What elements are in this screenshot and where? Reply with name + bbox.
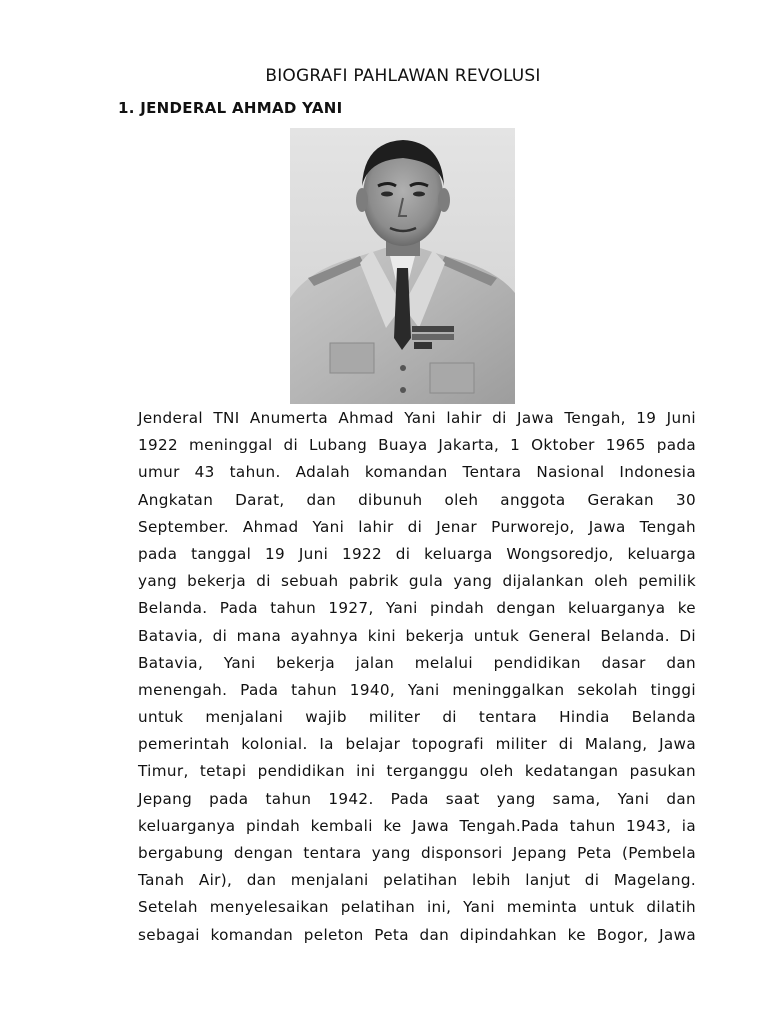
text-line: Belanda. Pada tahun 1927, Yani pindah dengan keluarganya ke <box>138 599 696 618</box>
text-line: September. Ahmad Yani lahir di Jenar Purworejo, Jawa Tengah <box>138 517 696 536</box>
text-line: pada tanggal 19 Juni 1922 di keluarga Wongsoredjo, keluarga <box>138 544 696 563</box>
text-line: Setelah menyelesaikan pelatihan ini, Yani meminta untuk dilatih <box>138 898 696 917</box>
text-line: Jenderal TNI Anumerta Ahmad Yani lahir di Jawa Tengah, 19 Juni <box>138 409 696 427</box>
text-line: yang bekerja di sebuah pabrik gula yang dijalankan oleh pemilik <box>138 572 696 591</box>
text-line: 1922 meninggal di Lubang Buaya Jakarta, 1 Oktober 1965 pada <box>138 436 696 455</box>
document-title: BIOGRAFI PAHLAWAN REVOLUSI <box>265 66 541 86</box>
biography-paragraph <box>138 405 696 949</box>
portrait-photo <box>290 128 515 404</box>
text-line: Batavia, Yani bekerja jalan melalui pendidikan dasar dan <box>138 653 696 672</box>
text-line: Tanah Air), dan menjalani pelatihan lebih lanjut di Magelang. <box>138 871 696 890</box>
text-line: Timur, tetapi pendidikan ini terganggu oleh kedatangan pasukan <box>138 762 696 781</box>
text-line: Batavia, di mana ayahnya kini bekerja untuk General Belanda. Di <box>138 626 696 645</box>
text-line: umur 43 tahun. Adalah komandan Tentara Nasional Indonesia <box>138 463 696 482</box>
text-line: menengah. Pada tahun 1940, Yani meninggalkan sekolah tinggi <box>138 680 696 699</box>
text-line: keluarganya pindah kembali ke Jawa Tengah.Pada tahun 1943, ia <box>138 816 696 835</box>
text-line: sebagai komandan peleton Peta dan dipindahkan ke Bogor, Jawa <box>138 925 696 944</box>
text-line: pemerintah kolonial. Ia belajar topografi militer di Malang, Jawa <box>138 735 696 754</box>
text-line: untuk menjalani wajib militer di tentara Hindia Belanda <box>138 708 696 727</box>
text-line: Jepang pada tahun 1942. Pada saat yang sama, Yani dan <box>138 789 696 808</box>
text-line: Angkatan Darat, dan dibunuh oleh anggota Gerakan 30 <box>138 490 696 509</box>
section-heading: 1. JENDERAL AHMAD YANI <box>118 99 343 117</box>
text-line: bergabung dengan tentara yang disponsori Jepang Peta (Pembela <box>138 844 696 862</box>
